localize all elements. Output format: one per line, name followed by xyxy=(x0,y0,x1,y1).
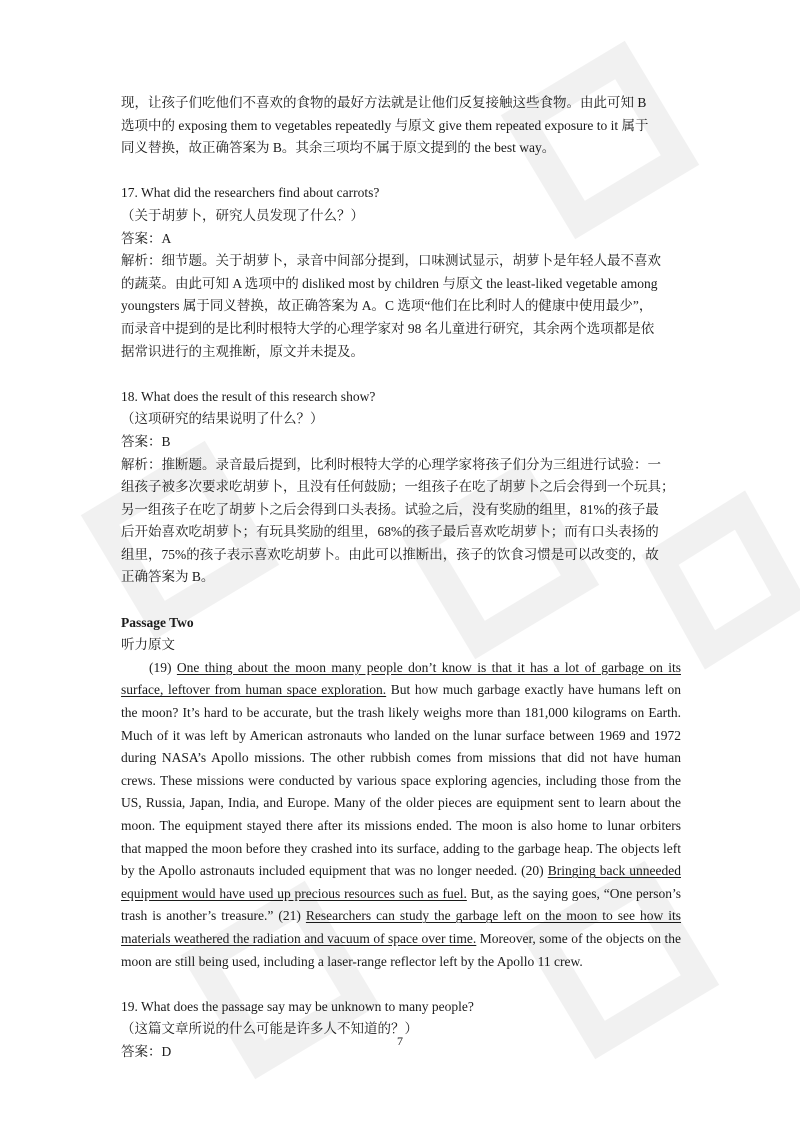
question-17-explanation-2: 的蔬菜。由此可知 A 选项中的 disliked most by children 与原文 the least-liked vegetable among xyxy=(121,275,658,291)
question-19: 19. What does the passage say may be unknown to many people? xyxy=(121,998,474,1014)
question-17-explanation-1: 解析：细节题。关于胡萝卜，录音中间部分提到，口味测试显示，胡萝卜是年轻人最不喜欢 xyxy=(121,253,661,269)
question-17: 17. What did the researchers find about carrots? xyxy=(121,185,380,201)
question-17-explanation-3: youngsters 属于同义替换，故正确答案为 A。C 选项“他们在比利时人的健康中使用最少”， xyxy=(121,298,653,314)
marker-19: (19) xyxy=(149,659,177,675)
question-18-explanation-6: 正确答案为 B。 xyxy=(121,569,215,585)
question-18-explanation-1: 解析：推断题。录音最后提到，比利时根特大学的心理学家将孩子们分为三组进行试验：一 xyxy=(121,456,661,472)
question-17-answer: 答案：A xyxy=(121,230,172,246)
question-19-answer: 答案：D xyxy=(121,1043,172,1059)
page-number: 7 xyxy=(397,1034,403,1048)
question-18-answer: 答案：B xyxy=(121,433,171,449)
passage-text-part-2: But, as the saying goes, “One person’s trash is another’s treasure.” xyxy=(121,885,681,924)
underlined-sentence-20: Bringing back unneeded equipment would have used up precious resources such as fuel. xyxy=(121,863,681,901)
marker-20: (20) xyxy=(521,863,548,879)
intro-line-3: 同义替换，故正确答案为 B。其余三项均不属于原文提到的 the best way。 xyxy=(121,140,556,156)
passage-text-part-3: Moreover, some of the objects on the moon are still being used, including a laser-range reflector left by the Apollo 11 crew. xyxy=(121,930,681,969)
intro-line-1: 现，让孩子们吃他们不喜欢的食物的最好方法就是让他们反复接触这些食物。由此可知 B xyxy=(121,95,647,110)
passage-text xyxy=(121,657,681,973)
question-19-translation: （这篇文章所说的什么可能是许多人不知道的？） xyxy=(121,1021,418,1037)
passage-subheading: 听力原文 xyxy=(121,637,175,653)
question-17-translation: （关于胡萝卜，研究人员发现了什么？） xyxy=(121,207,364,223)
page-body xyxy=(121,92,681,1064)
marker-21: (21) xyxy=(278,908,306,924)
question-18-translation: （这项研究的结果说明了什么？） xyxy=(121,411,324,427)
question-18-explanation-2: 组孩子被多次要求吃胡萝卜，且没有任何鼓励；一组孩子在吃了胡萝卜之后会得到一个玩具； xyxy=(121,479,675,495)
question-17-explanation-4: 而录音中提到的是比利时根特大学的心理学家对 98 名儿童进行研究，其余两个选项都是依 xyxy=(121,320,655,336)
passage-heading: Passage Two xyxy=(121,614,194,630)
question-18: 18. What does the result of this research show? xyxy=(121,388,376,404)
question-18-explanation-3: 另一组孩子在吃了胡萝卜之后会得到口头表扬。试验之后，没有奖励的组里，81%的孩子最 xyxy=(121,501,659,517)
passage-text-part-1: But how much garbage exactly have humans left on the moon? It’s hard to be accurate, but the trash likely weighs more than 181,000 kilograms on Earth. Much of it was left by American astronauts who landed on the lunar surface between 1969 and 1972 during NASA’s Apollo missions. The other rubbish comes from missions that did not have human crews. These missions were conducted by various space exploring agencies, including those from the US, Russia, Japan, India, and Europe. Many of the older pieces are equipment sent to learn about the moon. The equipment stayed there after its missions ended. The moon is also home to lunar orbiters that mapped the moon before they crashed into its surface, adding to the garbage heap. The objects left by the Apollo astronauts included equipment that was no longer needed. xyxy=(121,682,681,879)
intro-line-2: 选项中的 exposing them to vegetables repeatedly 与原文 give them repeated exposure to it 属于 xyxy=(121,117,649,133)
question-18-explanation-5: 组里，75%的孩子表示喜欢吃胡萝卜。由此可以推断出，孩子的饮食习惯是可以改变的，故 xyxy=(121,546,659,562)
underlined-sentence-19: One thing about the moon many people don’t know is that it has a lot of garbage on its surface, leftover from human space exploration. xyxy=(121,659,681,698)
underlined-sentence-21: Researchers can study the garbage left on the moon to see how its materials weathered the radiation and vacuum of space over time. xyxy=(121,908,681,946)
question-17-explanation-5: 据常识进行的主观推断，原文并未提及。 xyxy=(121,343,364,359)
question-18-explanation-4: 后开始喜欢吃胡萝卜；有玩具奖励的组里，68%的孩子最后喜欢吃胡萝卜；而有口头表扬的 xyxy=(121,524,659,540)
